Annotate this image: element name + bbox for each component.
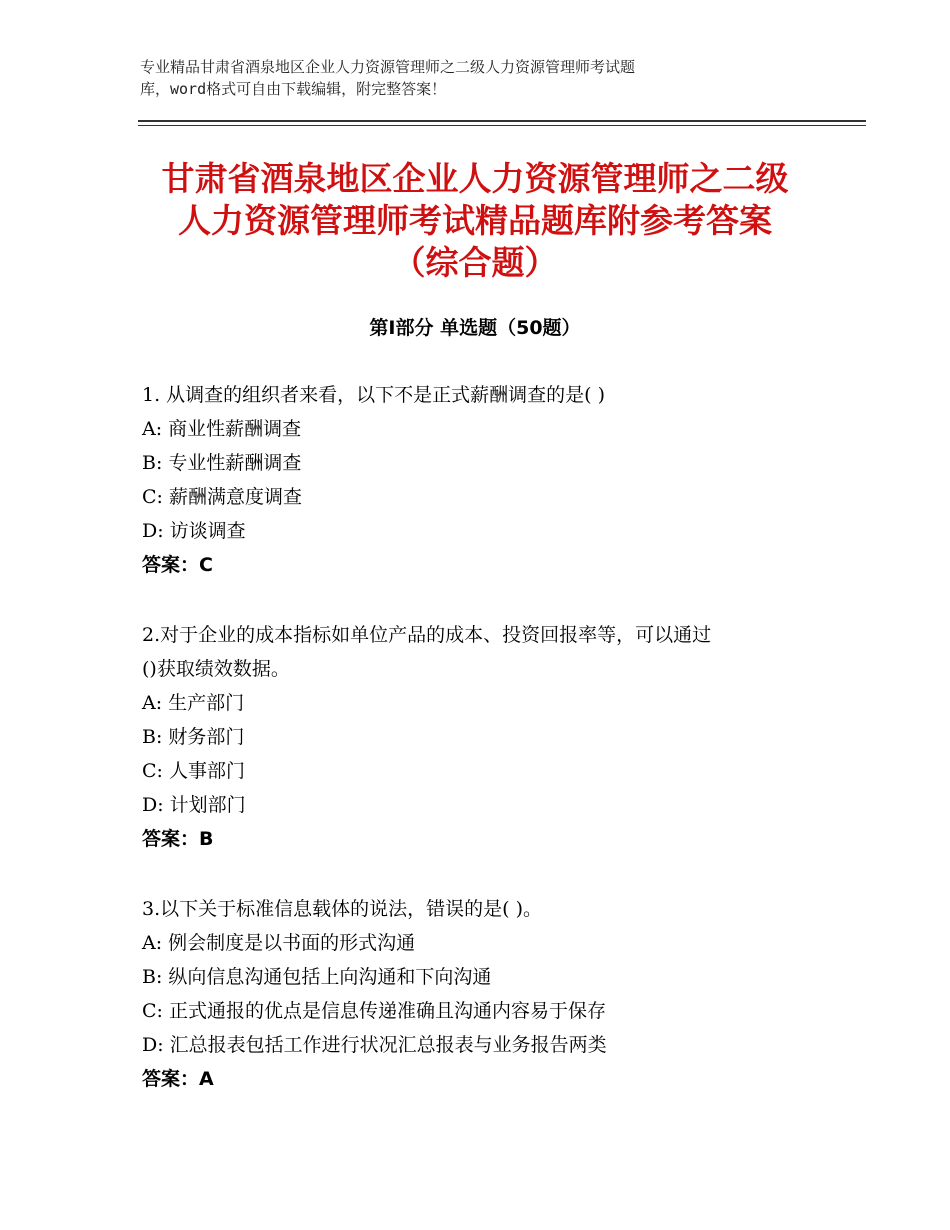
- header-divider-thick: [138, 120, 866, 122]
- option-d: D: 访谈调查: [142, 520, 246, 542]
- option-c: C: 薪酬满意度调查: [142, 486, 302, 508]
- question-stem-line-1: 2.对于企业的成本指标如单位产品的成本、投资回报率等，可以通过: [142, 624, 712, 646]
- section-heading: 第Ⅰ部分 单选题（50题）: [369, 317, 581, 339]
- option-d: D: 汇总报表包括工作进行状况汇总报表与业务报告两类: [142, 1034, 607, 1056]
- option-a: A: 商业性薪酬调查: [142, 418, 302, 440]
- option-a: A: 生产部门: [142, 692, 245, 714]
- option-b: B: 纵向信息沟通包括上向沟通和下向沟通: [142, 966, 492, 988]
- question-stem: 1. 从调查的组织者来看，以下不是正式薪酬调查的是( ): [142, 384, 606, 406]
- header-divider-thin: [138, 125, 866, 126]
- option-a: A: 例会制度是以书面的形式沟通: [142, 932, 416, 954]
- option-d: D: 计划部门: [142, 794, 246, 816]
- answer: 答案：B: [142, 828, 214, 850]
- option-c: C: 人事部门: [142, 760, 245, 782]
- option-c: C: 正式通报的优点是信息传递准确且沟通内容易于保存: [142, 1000, 606, 1022]
- header-note-line-1: 专业精品甘肃省酒泉地区企业人力资源管理师之二级人力资源管理师考试题: [140, 58, 636, 76]
- header-note-line-2: 库，word格式可自由下载编辑，附完整答案！: [140, 80, 447, 98]
- answer: 答案：C: [142, 554, 213, 576]
- document-title: [120, 158, 830, 284]
- question-1: [142, 378, 822, 582]
- option-b: B: 专业性薪酬调查: [142, 452, 302, 474]
- question-stem-line-2: ()获取绩效数据。: [142, 658, 290, 680]
- title-line-3: （综合题）: [392, 243, 558, 282]
- answer: 答案：A: [142, 1068, 214, 1090]
- header-note: [140, 56, 820, 100]
- question-2: [142, 618, 822, 856]
- question-3: [142, 892, 822, 1096]
- title-line-2: 人力资源管理师考试精品题库附参考答案: [178, 201, 772, 240]
- question-stem: 3.以下关于标准信息载体的说法，错误的是( )。: [142, 898, 542, 920]
- option-b: B: 财务部门: [142, 726, 245, 748]
- title-line-1: 甘肃省酒泉地区企业人力资源管理师之二级: [161, 159, 789, 198]
